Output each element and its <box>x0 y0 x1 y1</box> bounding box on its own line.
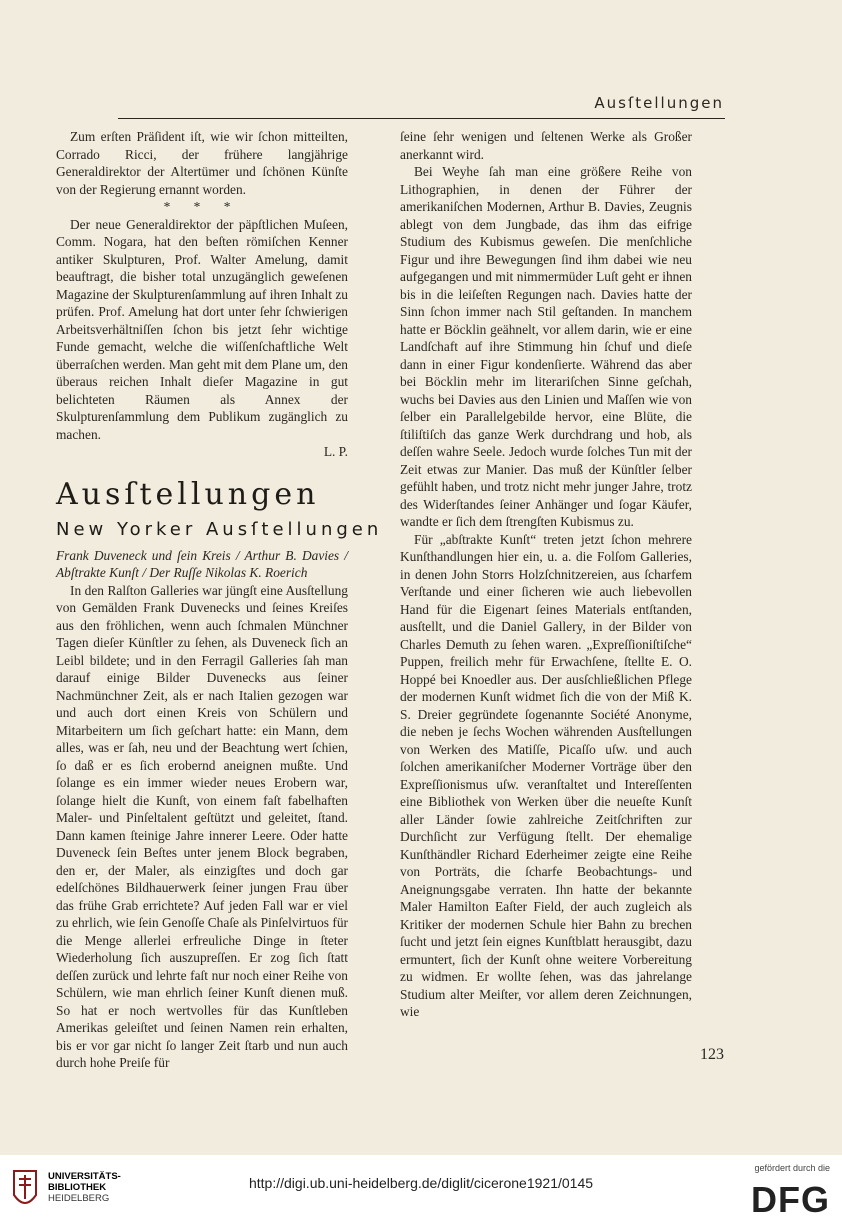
paragraph: In den Ralſton Galleries war jüngſt eine Ausſtellung von Gemälden Frank Duvenecks und ſeines Kreiſes aus den fröhlichen, wenn auch ſchmalen Münchner Tagen dieſer Künſtler zu ſehen, als Duveneck ſich an Leibl bildete; und in den Ferragil Galleries ſah man darauf einige Bilder Duvenecks aus ſeiner Nachmünchner Zeit, als er nach Italien gezogen war und auch dort einen Kreis von Schülern und Mitarbeitern um ſich geſchart hatte: ein Mann, dem alles, was er ſah, neu und der Beachtung wert ſchien, ſo daß er es ſich erobernd aneignen mußte. Und ſolange es ein immer wieder neues Erobern war, ſolange hielt die Kunſt, von einem faſt fabelhaften Maler- und Pinſeltalent geſtützt und geleitet, ſtand. Dann kamen ſteinige Jahre innerer Leere. Oder hatte Duveneck ſein Beſtes unter jenem Block begraben, den er, der Maler, als einzigſtes und doch gar edelſchönes Bildhauerwerk ſeiner jungen Frau über das frühe Grab errichtete? Auf jeden Fall war er viel zu ehrlich, wie ſein Genoſſe Chaſe als Pinſelvirtuos für die Menge allerlei erfreuliche Dinge in ſteter Wiederholung ſich auszupreſſen. Er zog ſich ſtatt deſſen zurück und lehrte faſt nur noch einer Reihe von Schülern, wie man ehrlich ſeiner Kunſt dienen muß. So hat er noch wertvolles für das Kunſtleben Amerikas geleiſtet und ſeinen Namen rein erhalten, bis er vor gar nicht ſo langer Zeit ſtarb und nun auch durch hohe Preiſe für <box>56 582 348 1070</box>
signature: L. P. <box>323 444 348 459</box>
footer-bar <box>0 1155 842 1227</box>
topic-list: Frank Duveneck und ſein Kreis / Arthur B. Davies / Abſtrakte Kunſt / Der Ruſſe Nikolas K. Roerich <box>56 547 348 580</box>
paragraph: Zum erſten Präſident iſt, wie wir ſchon mitteilten, Corrado Ricci, der frühere langjährige Generaldirektor der Altertümer und ſchönen Künſte von der Regierung ernannt worden. <box>56 129 348 197</box>
paragraph: Bei Weyhe ſah man eine größere Reihe von Lithographien, in denen der Führer der amerikaniſchen Modernen, Arthur B. Davies, Zeugnis ablegt von dem Jungbade, das ihm das eifrige Studium des Kubismus geweſen. Die menſchliche Figur und ihre Bewegungen ſind ihm dabei wie neu aufgegangen und mit nimmermüder Luſt geht er ihnen bis in die leiſeſten Regungen nach. Davies hatte der Sinn ſchon immer nach Stil geſtanden. In manchem hatte er Böcklin geähnelt, vor allem darin, wie er eine Landſchaft auf ihre Stimmung hin ſchuf und dieſe dann in einer Figur kondenſierte. Während das aber bei Böcklin mehr im literariſchen Sinne geſchah, wuchs bei Davies aus den Linien und Maſſen wie von ſelber ein Parallelgebilde hervor, eine Blüte, die ſtiliſtiſch das ganze Werk durchdrang und hob, als deſſen wahre Seele. Jedoch wurde ſolches Tun mit der Zeit etwas zur Manier. Das muß der Künſtler ſelber gefühlt haben, und trotz nicht mehr junger Jahre, trotz des Widerſtandes ſeiner Anhänger und ſogar Käufer, wandte er ſich dem ſtrengſten Kubismus zu. <box>400 164 692 529</box>
paragraph: Der neue Generaldirektor der päpſtlichen Muſeen, Comm. Nogara, hat den beſten römiſchen Kenner antiker Skulpturen, Prof. Walter Amelung, damit beauftragt, die bisher total unzugänglich geweſenen Magazine der Skulpturenſammlung auf ihren Inhalt zu prüfen. Prof. Amelung hat dort unter ſehr ſchwierigen Arbeitsverhältniſſen ſchon bis jetzt ſehr wichtige Funde gemacht, welche die wiſſenſchaftliche Welt überraſchen werden. Man geht mit dem Plane um, den überaus reichen Inhalt dieſer Magazine in gut belichteten Räumen als Annex der Skulpturenſammlung dem Publikum zugänglich zu machen. <box>56 216 348 442</box>
university-library-label: UNIVERSITÄTS- BIBLIOTHEK HEIDELBERG <box>48 1171 121 1204</box>
paragraph: Für „abſtrakte Kunſt“ treten jetzt ſchon mehrere Kunſthandlungen hier ein, u. a. die Folſom Galleries, in denen John Storrs Holzſchnitzereien, aus ſcharfem Verſtande und einer ſicheren wie auch liebevollen Hand für die Eigenart ſeines Materials entſtanden, ausſtellt, und die Daniel Gallery, in der Bilder von Charles Demuth zu ſehen waren. „Expreſſioniſtiſche“ Puppen, freilich mehr für Erwachſene, ſtellte E. O. Hoppé bei Knoedler aus. Der ausſchließlichen Pflege der modernen Kunſt widmet ſich die von der Miß K. S. Dreier gegründete ſogenannte Société Anonyme, die neben je ſechs Wochen währenden Ausſtellungen von Werken des Matiſſe, Picaſſo uſw. und auch ſolchen amerikaniſcher Moderner Vorträge über den Expreſſionismus uſw. veranſtaltet und Intereſſenten eine Bibliothek von Werken über die neueſte Kunſt aller Länder ſowie zahlreiche Zeitſchriften zur Durchſicht zur Verfügung ſtellt. Der ehemalige Kunſthändler Richard Ederheimer zeigte eine Reihe von Porträts, die ſcharfe Beobachtungs- und Aneignungsgabe verraten. Ihn hatte der bekannte Maler Hamilton Eaſter Field, der auch zugleich als Kritiker der modernen Schule hier Bahn zu brechen ſucht und jetzt ſein eignes Kunſtblatt herausgibt, dazu ermuntert, ſich der Kunſt ohne weitere Vorbereitung zu widmen. Er wollte ſehen, was das jahrelange Studium alter Meiſter, vor allem deren Zeichnungen, wie <box>400 531 692 1019</box>
section-subheading: New Yorker Ausſtellungen <box>56 518 383 540</box>
signature-row <box>56 443 348 461</box>
header-rule <box>118 118 725 119</box>
funding-note: gefördert durch die <box>754 1163 830 1173</box>
right-column <box>400 128 692 1021</box>
left-column <box>56 128 383 1072</box>
page-number: 123 <box>700 1046 724 1063</box>
section-divider: * * * <box>163 199 241 214</box>
section-heading: Ausſtellungen <box>56 476 320 512</box>
paragraph: ſeine ſehr wenigen und ſeltenen Werke als Großer anerkannt wird. <box>400 129 692 162</box>
dfg-logo: DFG <box>751 1179 830 1220</box>
source-url-link[interactable]: http://digi.ub.uni-heidelberg.de/diglit/cicerone1921/0145 <box>248 1175 594 1191</box>
running-head: Ausſtellungen <box>594 94 724 112</box>
